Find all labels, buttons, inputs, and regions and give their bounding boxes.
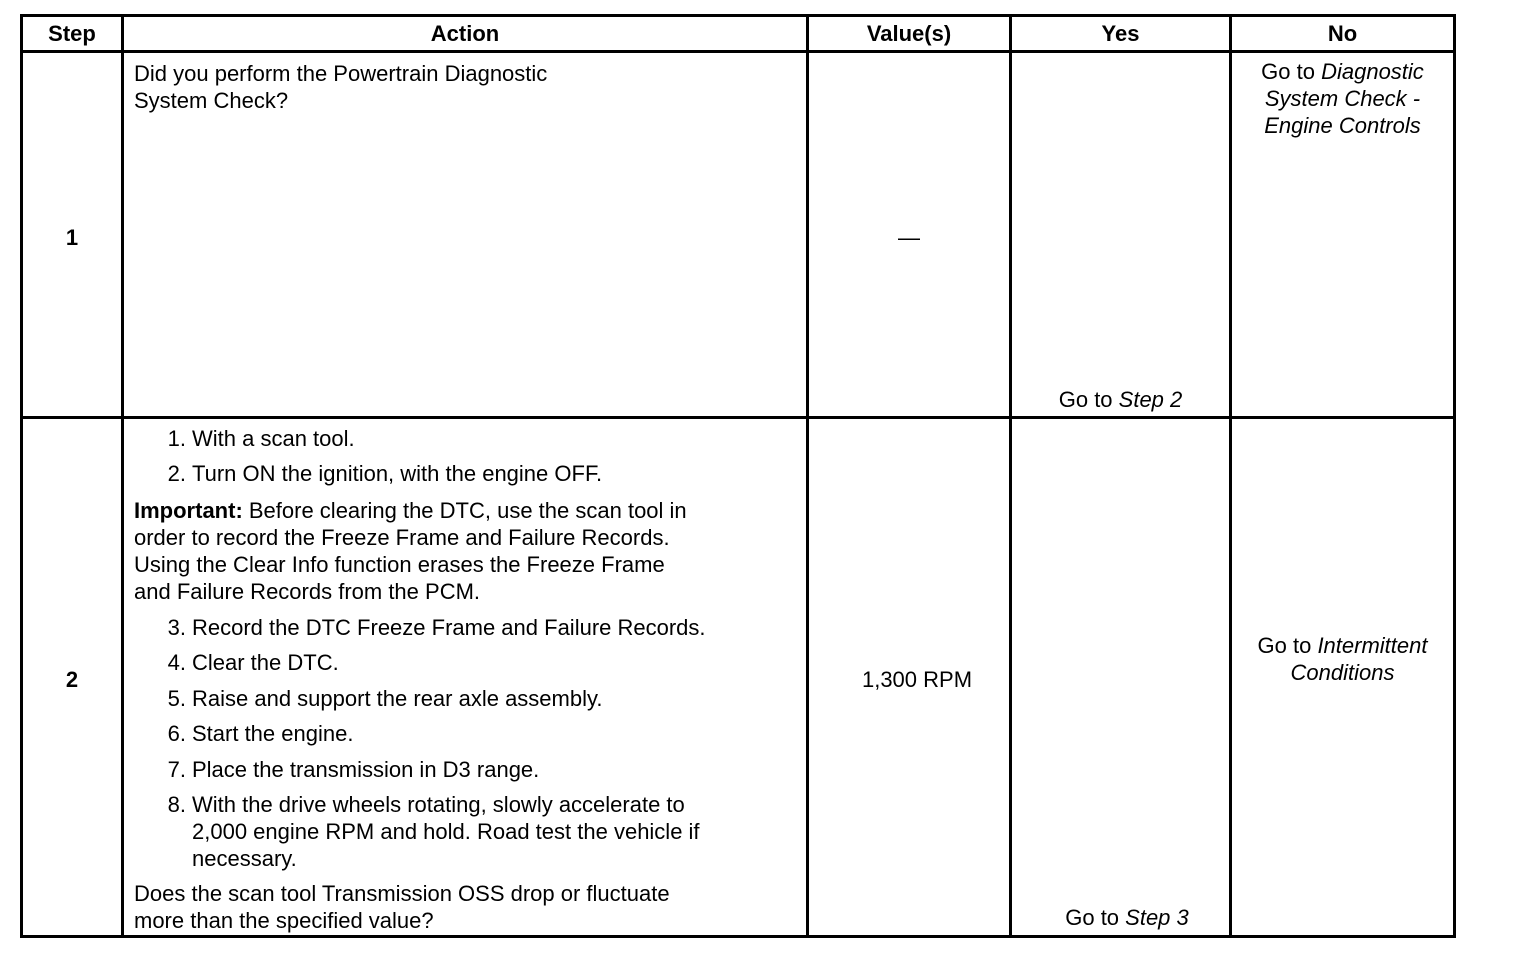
important-text: Before clearing the DTC, use the scan tool in bbox=[242, 498, 687, 523]
question-line: Does the scan tool Transmission OSS drop or fluctuate bbox=[134, 881, 670, 906]
action-line: System Check? bbox=[134, 88, 289, 113]
item-number: 2. bbox=[167, 461, 186, 486]
item-text: Clear the DTC. bbox=[192, 650, 339, 675]
yes-prefix: Go to bbox=[1058, 387, 1119, 412]
item-text-line: necessary. bbox=[192, 846, 297, 871]
important-text: Using the Clear Info function erases the Freeze Frame bbox=[134, 552, 665, 577]
column-divider bbox=[806, 14, 809, 938]
item-number: 1. bbox=[167, 426, 186, 451]
yes-cell bbox=[1012, 386, 1229, 413]
header-values: Value(s) bbox=[866, 21, 952, 46]
item-text: Start the engine. bbox=[192, 721, 354, 746]
no-link[interactable]: Diagnostic bbox=[1321, 59, 1424, 84]
header-step: Step bbox=[48, 21, 96, 46]
item-text: Place the transmission in D3 range. bbox=[192, 757, 540, 782]
important-label: Important: bbox=[134, 498, 243, 523]
row-divider bbox=[20, 416, 1456, 419]
no-cell bbox=[1232, 58, 1453, 139]
yes-prefix: Go to bbox=[1065, 905, 1126, 930]
step-number: 2 bbox=[65, 667, 79, 692]
item-text: Record the DTC Freeze Frame and Failure Records. bbox=[192, 615, 706, 640]
item-text bbox=[192, 791, 804, 872]
item-text: With a scan tool. bbox=[192, 426, 355, 451]
header-yes: Yes bbox=[1101, 21, 1140, 46]
column-divider bbox=[121, 14, 124, 938]
no-link[interactable]: Engine Controls bbox=[1264, 113, 1421, 138]
yes-link[interactable]: Step 3 bbox=[1125, 905, 1189, 930]
no-prefix: Go to bbox=[1257, 633, 1318, 658]
value-cell: 1,300 RPM bbox=[861, 667, 973, 692]
question-text bbox=[134, 880, 802, 934]
no-link[interactable]: System Check - bbox=[1264, 86, 1421, 111]
question-line: more than the specified value? bbox=[134, 908, 434, 933]
item-number: 3. bbox=[167, 615, 186, 640]
no-link[interactable]: Conditions bbox=[1290, 660, 1395, 685]
item-number: 8. bbox=[167, 792, 186, 817]
item-text-line: With the drive wheels rotating, slowly accelerate to bbox=[192, 792, 685, 817]
column-divider bbox=[1009, 14, 1012, 938]
item-number: 5. bbox=[167, 686, 186, 711]
step-number: 1 bbox=[65, 225, 79, 250]
action-line: Did you perform the Powertrain Diagnostic bbox=[134, 61, 548, 86]
item-text-line: 2,000 engine RPM and hold. Road test the vehicle if bbox=[192, 819, 700, 844]
yes-link[interactable]: Step 2 bbox=[1118, 387, 1183, 412]
item-number: 7. bbox=[167, 757, 186, 782]
important-note bbox=[134, 497, 802, 605]
column-divider bbox=[1229, 14, 1232, 938]
yes-cell bbox=[1012, 904, 1242, 931]
value-cell: — bbox=[898, 225, 920, 250]
item-text: Raise and support the rear axle assembly. bbox=[192, 686, 603, 711]
header-action: Action bbox=[430, 21, 500, 46]
item-text: Turn ON the ignition, with the engine OFF. bbox=[192, 461, 603, 486]
no-link[interactable]: Intermittent bbox=[1317, 633, 1428, 658]
no-cell bbox=[1232, 632, 1453, 686]
header-no: No bbox=[1327, 21, 1358, 46]
item-number: 6. bbox=[167, 721, 186, 746]
no-prefix: Go to bbox=[1261, 59, 1322, 84]
important-text: order to record the Freeze Frame and Failure Records. bbox=[134, 525, 670, 550]
action-text bbox=[134, 60, 794, 114]
item-number: 4. bbox=[167, 650, 186, 675]
important-text: and Failure Records from the PCM. bbox=[134, 579, 481, 604]
